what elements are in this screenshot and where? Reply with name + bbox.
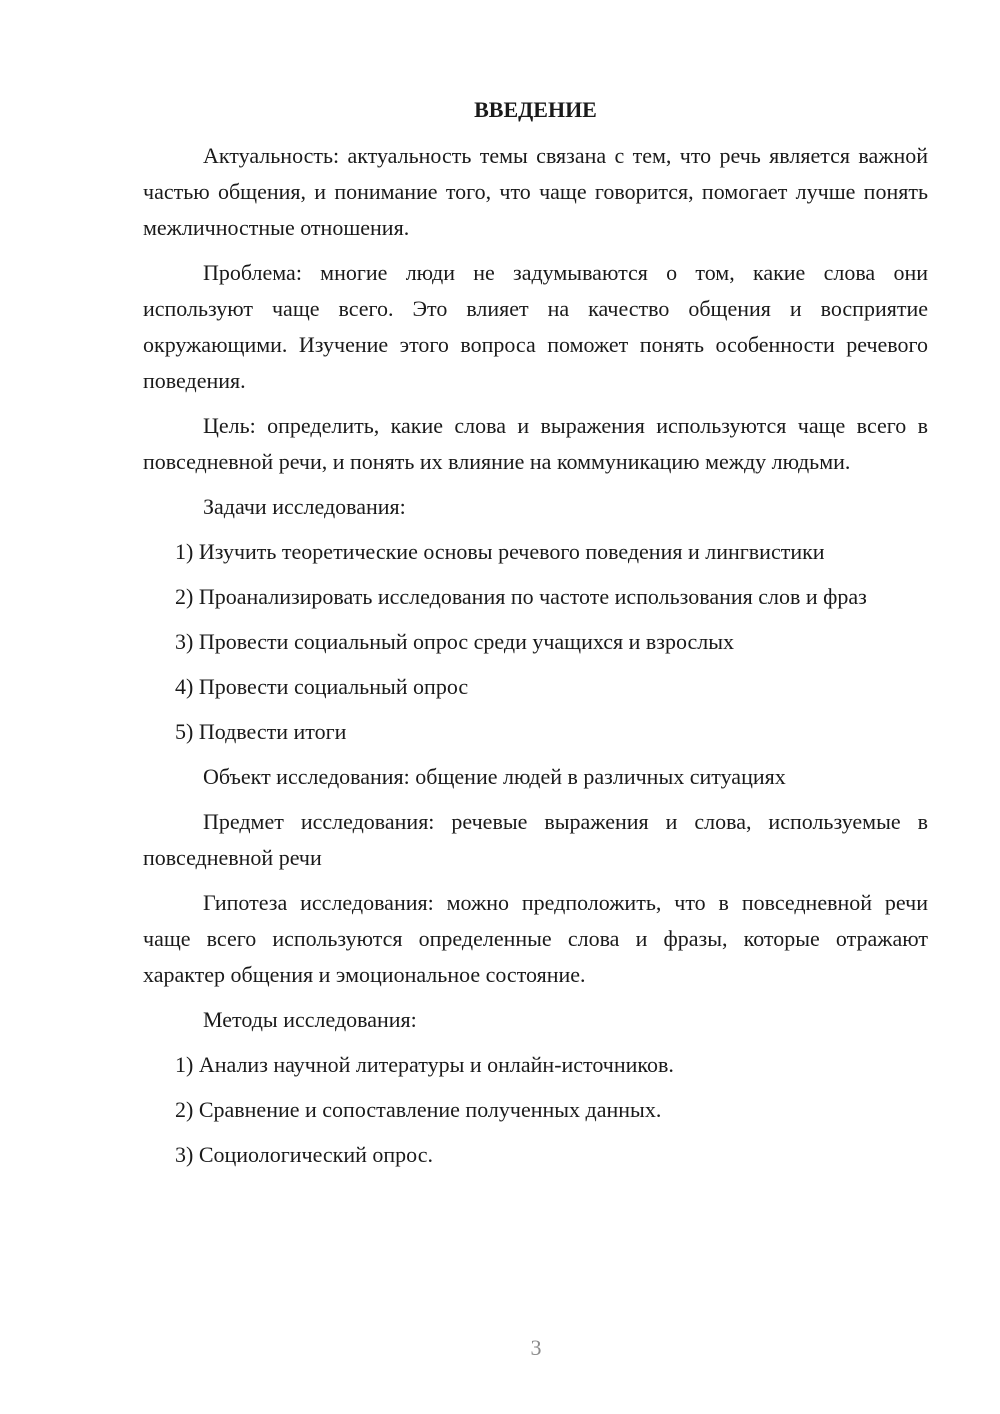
- task-item: 1) Изучить теоретические основы речевого поведения и лингвистики: [175, 539, 825, 564]
- task-item: 5) Подвести итоги: [175, 719, 347, 744]
- tasks-heading: Задачи исследования:: [203, 494, 406, 519]
- method-item: 1) Анализ научной литературы и онлайн-источников.: [175, 1052, 674, 1077]
- task-item: 4) Провести социальный опрос: [175, 674, 469, 699]
- task-item: 2) Проанализировать исследования по частоте использования слов и фраз: [175, 584, 867, 609]
- method-item: 3) Социологический опрос.: [175, 1142, 433, 1167]
- relevance-paragraph: Актуальность: актуальность темы связана с тем, что речь является важной частью общения, и понимание того, что чаще говорится, помогает лучше понять межличностные отношения.: [143, 143, 928, 240]
- methods-heading: Методы исследования:: [203, 1007, 417, 1032]
- object-paragraph: Объект исследования: общение людей в различных ситуациях: [203, 764, 786, 789]
- page-content: [143, 92, 928, 1182]
- goal-paragraph: Цель: определить, какие слова и выражения используются чаще всего в повседневной речи, и понять их влияние на коммуникацию между людьми.: [143, 413, 928, 474]
- method-item: 2) Сравнение и сопоставление полученных данных.: [175, 1097, 662, 1122]
- subject-paragraph: Предмет исследования: речевые выражения и слова, используемые в повседневной речи: [143, 809, 928, 870]
- task-item: 3) Провести социальный опрос среди учащихся и взрослых: [175, 629, 735, 654]
- problem-paragraph: Проблема: многие люди не задумываются о том, какие слова они используют чаще всего. Это влияет на качество общения и восприятие окружающими. Изучение этого вопроса поможет понять особенности речевого поведения.: [143, 260, 928, 393]
- hypothesis-paragraph: Гипотеза исследования: можно предположить, что в повседневной речи чаще всего используются определенные слова и фразы, которые отражают характер общения и эмоциональное состояние.: [143, 890, 928, 987]
- section-title: ВВЕДЕНИЕ: [474, 97, 597, 122]
- page-number: 3: [530, 1335, 542, 1360]
